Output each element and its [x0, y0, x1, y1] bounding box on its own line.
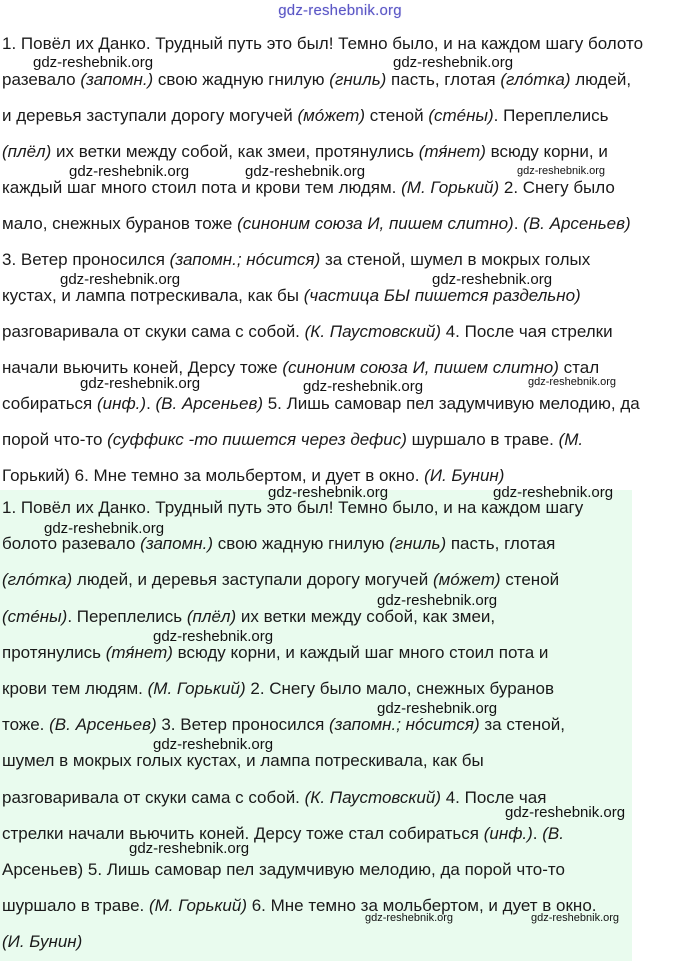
watermark-text: gdz-reshebnik.org [33, 54, 154, 71]
text-line: порой что-то (суффикс -то пишется через дефис) шуршало в траве. (М. [2, 430, 584, 449]
watermark-text: gdz-reshebnik.org [531, 912, 620, 924]
text-line: начали вьючить коней, Дерсу тоже (синоним союза И, пишем слитно) стал [2, 358, 600, 377]
watermark-text: gdz-reshebnik.org [377, 592, 498, 609]
text-line: шуршало в траве. (М. Горький) 6. Мне темно за мольбертом, и дует в окно. [2, 896, 597, 916]
text-line: 1. Повёл их Данко. Трудный путь это был! Темно было, и на каждом шагу [2, 498, 584, 517]
watermark-text: gdz-reshebnik.org [493, 484, 614, 501]
text-line: протянулись (тя́нет) всюду корни, и каждый шаг много стоил пота и [2, 642, 549, 662]
text-block-original [0, 26, 680, 494]
text-line: разговаривала от скуки сама с собой. (К. Паустовский) 4. После чая стрелки [2, 322, 613, 341]
text-line: (стéны). Переплелись (плёл) их ветки между собой, как змеи, [2, 606, 496, 626]
text-line: Арсеньев) 5. Лишь самовар пел задумчивую мелодию, да порой что-то [2, 860, 565, 880]
text-line: и деревья заступали дорогу могучей (мóжет) стеной (стéны). Переплелись [2, 106, 609, 125]
watermark-text: gdz-reshebnik.org [129, 840, 250, 857]
text-line: 3. Ветер проносился (запомн.; нóсится) за стеной, шумел в мокрых голых [2, 250, 591, 269]
text-line: тоже. (В. Арсеньев) 3. Ветер проносился (запомн.; нóсится) за стеной, [2, 715, 565, 735]
watermark-text: gdz-reshebnik.org [528, 376, 617, 388]
watermark-text: gdz-reshebnik.org [505, 804, 626, 821]
text-line: собираться (инф.). (В. Арсеньев) 5. Лишь самовар пел задумчивую мелодию, да [2, 394, 640, 413]
text-line: каждый шаг много стоил пота и крови тем людям. (М. Горький) 2. Снегу было [2, 178, 615, 197]
watermark-text: gdz-reshebnik.org [153, 736, 274, 753]
watermark-text: gdz-reshebnik.org [393, 54, 514, 71]
text-line: разевало (запомн.) свою жадную гнилую (гниль) пасть, глотая (глóтка) людей, [2, 70, 632, 89]
text-line: разговаривала от скуки сама с собой. (К. Паустовский) 4. После чая [2, 787, 547, 807]
text-line: болото разевало (запомн.) свою жадную гнилую (гниль) пасть, глотая [2, 534, 556, 554]
watermark-text: gdz-reshebnik.org [432, 271, 553, 288]
text-line: 1. Повёл их Данко. Трудный путь это был! Темно было, и на каждом шагу болото [2, 34, 644, 53]
site-header[interactable]: gdz-reshebnik.org [278, 2, 402, 19]
watermark-text: gdz-reshebnik.org [69, 163, 190, 180]
watermark-text: gdz-reshebnik.org [80, 375, 201, 392]
text-line: кустах, и лампа потрескивала, как бы (частица БЫ пишется раздельно) [2, 286, 581, 305]
watermark-text: gdz-reshebnik.org [245, 163, 366, 180]
watermark-text: gdz-reshebnik.org [517, 165, 606, 177]
watermark-text: gdz-reshebnik.org [60, 271, 181, 288]
watermark-text: gdz-reshebnik.org [153, 628, 274, 645]
text-line: Горький) 6. Мне темно за мольбертом, и дует в окно. (И. Бунин) [2, 466, 505, 485]
text-line: крови тем людям. (М. Горький) 2. Снегу было мало, снежных буранов [2, 679, 555, 699]
text-line: (И. Бунин) [2, 932, 83, 952]
watermark-text: gdz-reshebnik.org [44, 520, 165, 537]
text-line: мало, снежных буранов тоже (синоним союза И, пишем слитно). (В. Арсеньев) [2, 214, 631, 233]
watermark-text: gdz-reshebnik.org [268, 484, 389, 501]
watermark-text: gdz-reshebnik.org [303, 378, 424, 395]
text-line: стрелки начали вьючить коней. Дерсу тоже стал собираться (инф.). (В. [2, 823, 564, 843]
text-line: шумел в мокрых голых кустах, и лампа потрескивала, как бы [2, 751, 484, 771]
watermark-text: gdz-reshebnik.org [377, 700, 498, 717]
text-block-answer [0, 490, 632, 961]
text-line: (плёл) их ветки между собой, как змеи, протянулись (тя́нет) всюду корни, и [2, 142, 608, 161]
text-line: (глóтка) людей, и деревья заступали дорогу могучей (мóжет) стеной [2, 570, 560, 590]
watermark-text: gdz-reshebnik.org [365, 912, 454, 924]
